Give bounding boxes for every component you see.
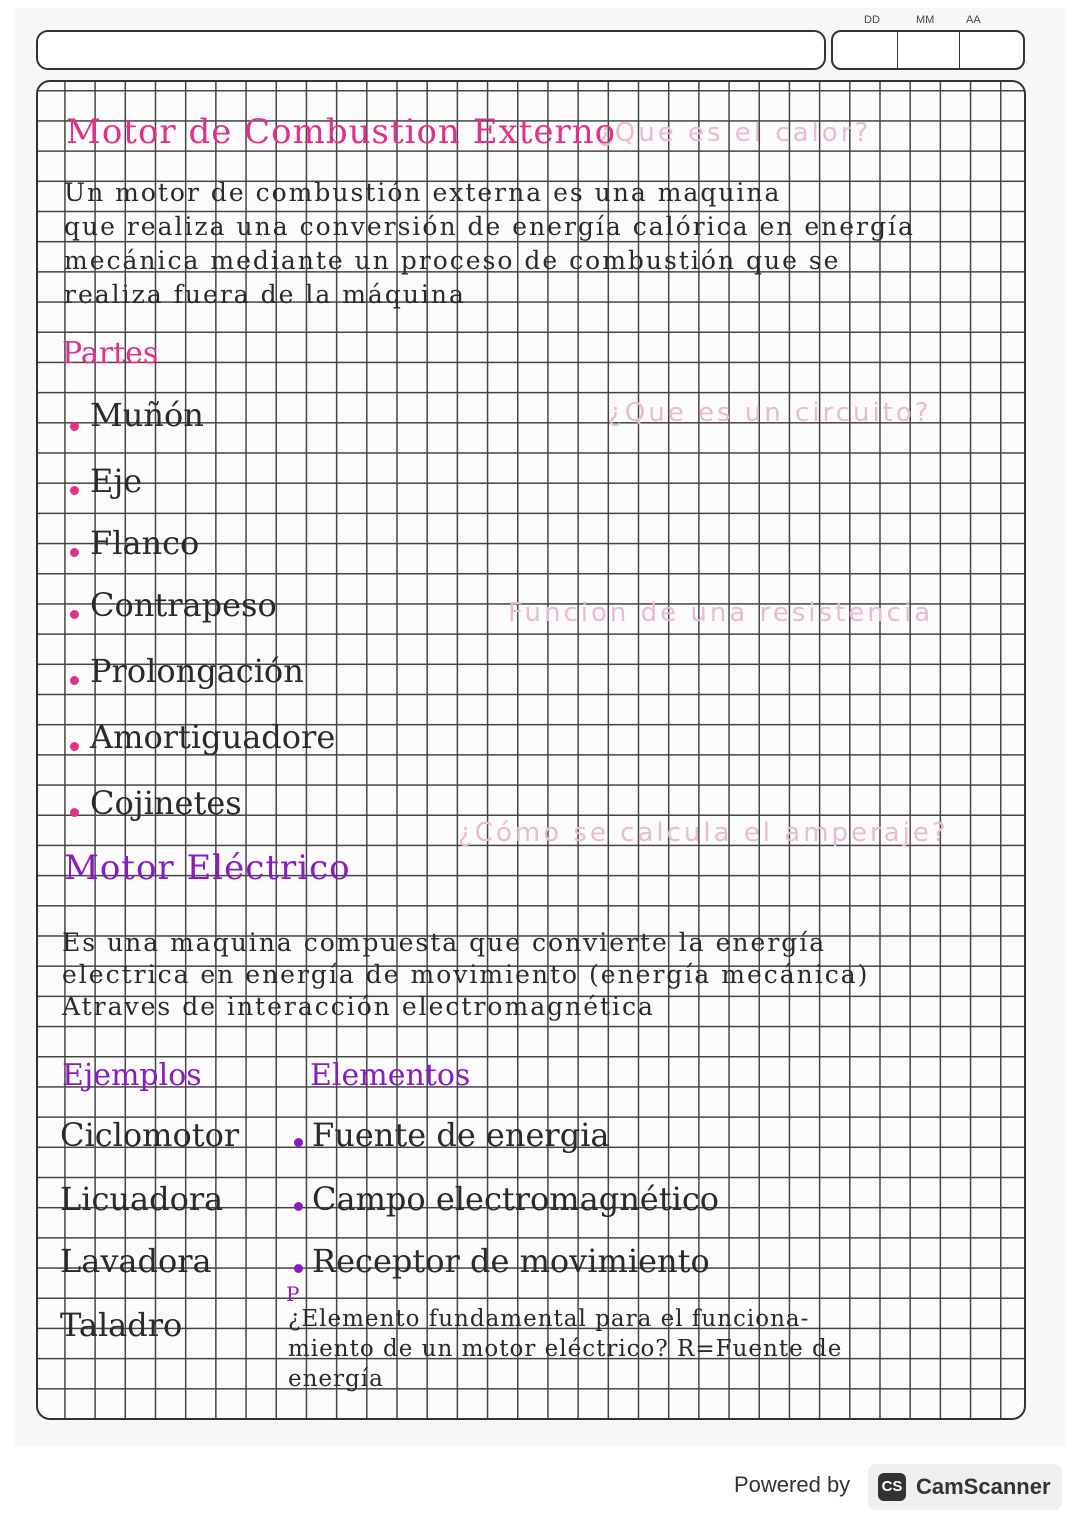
section2-line: electrica en energía de movimiento (energía mecánica) bbox=[62, 960, 870, 989]
bullet-dot bbox=[70, 610, 79, 619]
question-marker: P bbox=[286, 1282, 300, 1306]
section1-line: que realiza una conversión de energía calórica en energía bbox=[64, 212, 915, 241]
powered-by-text: Powered by bbox=[734, 1472, 851, 1497]
example-item: Licuadora bbox=[60, 1180, 224, 1218]
question-line: miento de un motor eléctrico? R=Fuente de bbox=[288, 1336, 843, 1362]
date-box bbox=[831, 30, 1025, 70]
grid-paper bbox=[36, 80, 1026, 1420]
date-label-dd: DD bbox=[864, 14, 880, 26]
example-item: Ciclomotor bbox=[60, 1116, 240, 1154]
camscanner-logo-icon: CS bbox=[878, 1473, 906, 1501]
bleed-through-text: Funcion de una resistencia bbox=[508, 598, 934, 628]
element-item: Receptor de movimiento bbox=[312, 1242, 710, 1280]
bullet-dot bbox=[70, 486, 79, 495]
examples-heading: Ejemplos bbox=[62, 1058, 202, 1093]
date-separator bbox=[959, 32, 960, 68]
bullet-dot bbox=[70, 742, 79, 751]
section1-line: Un motor de combustión externa es una maquina bbox=[64, 178, 782, 207]
camscanner-badge bbox=[868, 1464, 1062, 1510]
date-label-mm: MM bbox=[916, 14, 935, 26]
bleed-through-text: ¿Que es un circuito? bbox=[608, 398, 932, 428]
bullet-dot bbox=[70, 422, 79, 431]
bleed-through-text: ¿Que es el calor? bbox=[598, 118, 872, 148]
bullet-dot bbox=[294, 1138, 303, 1147]
part-item: Cojinetes bbox=[90, 784, 242, 822]
section1-line: realiza fuera de la máquina bbox=[64, 280, 466, 309]
date-separator bbox=[897, 32, 898, 68]
example-item: Taladro bbox=[60, 1306, 183, 1344]
element-item: Campo electromagnético bbox=[312, 1180, 720, 1218]
bullet-dot bbox=[70, 548, 79, 557]
question-line: ¿Elemento fundamental para el funciona- bbox=[288, 1306, 810, 1332]
parts-heading: Partes bbox=[62, 336, 159, 371]
part-item: Amortiguadore bbox=[90, 718, 336, 756]
section1-title: Motor de Combustion Externo bbox=[66, 112, 617, 152]
bullet-dot bbox=[294, 1202, 303, 1211]
bullet-dot bbox=[294, 1264, 303, 1273]
element-item: Fuente de energia bbox=[312, 1116, 610, 1154]
date-labels bbox=[858, 14, 998, 30]
elements-heading: Elementos bbox=[310, 1058, 471, 1093]
part-item: Muñón bbox=[90, 396, 204, 434]
bullet-dot bbox=[70, 808, 79, 817]
example-item: Lavadora bbox=[60, 1242, 212, 1280]
question-line: energía bbox=[288, 1366, 384, 1392]
camscanner-name: CamScanner bbox=[916, 1474, 1051, 1499]
section2-line: Es una maquina compuesta que convierte la energía bbox=[62, 928, 827, 957]
part-item: Contrapeso bbox=[90, 586, 277, 624]
title-box bbox=[36, 30, 826, 70]
part-item: Flanco bbox=[90, 524, 200, 562]
section1-line: mecánica mediante un proceso de combustión que se bbox=[64, 246, 841, 275]
part-item: Prolongación bbox=[90, 652, 304, 690]
part-item: Eje bbox=[90, 462, 143, 500]
section2-line: Atraves de interacción electromagnética bbox=[62, 992, 655, 1021]
section2-title: Motor Eléctrico bbox=[64, 848, 351, 888]
bullet-dot bbox=[70, 676, 79, 685]
bleed-through-text: ¿Cómo se calcula el amperaje? bbox=[458, 818, 949, 848]
date-label-aa: AA bbox=[966, 14, 981, 26]
